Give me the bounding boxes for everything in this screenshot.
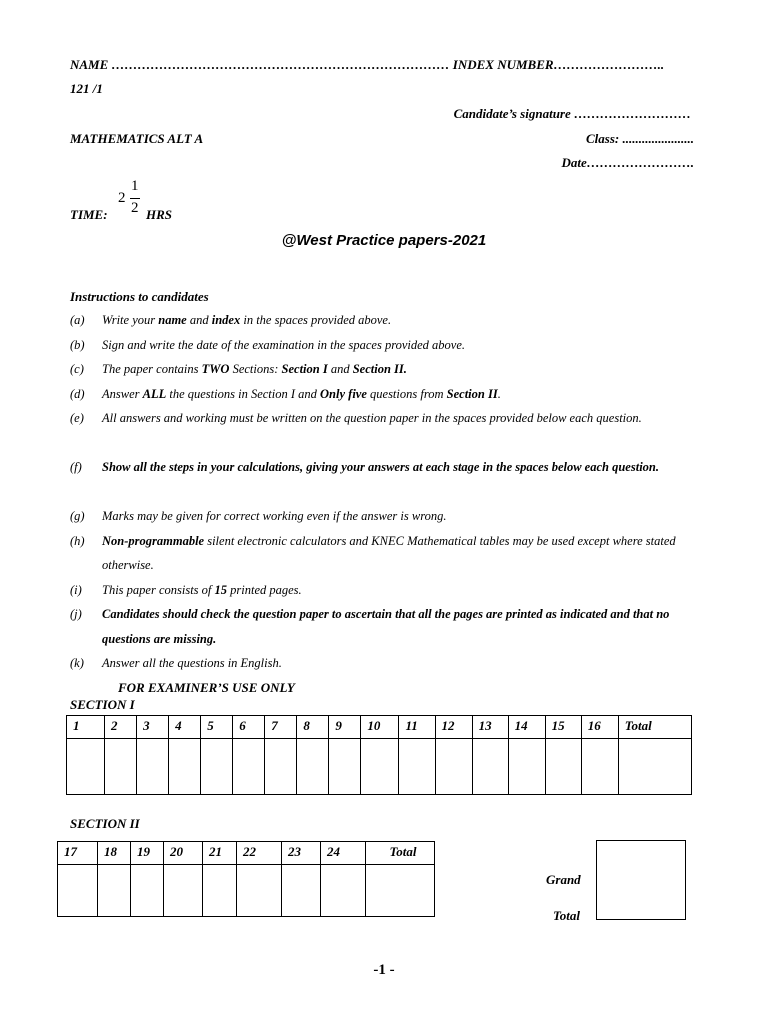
instruction-text-run: name	[158, 313, 187, 327]
section1-score-cell[interactable]	[361, 739, 399, 795]
instruction-text-run: Answer	[102, 386, 143, 401]
section1-score-cell[interactable]	[399, 739, 435, 795]
section2-header-cell: 21	[203, 842, 237, 865]
section2-header-cell: 18	[98, 842, 131, 865]
section1-header-cell: 11	[399, 716, 435, 739]
section1-header-cell: 13	[472, 716, 508, 739]
grand-label: Grand	[546, 872, 581, 887]
instruction-text-run: Section I	[281, 362, 328, 376]
instruction-text-run: The paper contains	[102, 362, 202, 376]
section2-score-cell[interactable]	[131, 865, 164, 917]
time-label: TIME:	[70, 207, 108, 222]
section1-score-cell[interactable]	[545, 739, 581, 795]
instruction-text-run: Section II.	[352, 362, 407, 376]
paper-code: 121 /1	[70, 81, 103, 96]
instruction-text	[102, 406, 700, 431]
section-1-header-row	[67, 716, 692, 739]
instruction-text-run: and	[327, 362, 353, 376]
section1-score-cell[interactable]	[105, 739, 137, 795]
instruction-text-run: .	[497, 386, 501, 401]
instruction-text	[102, 602, 700, 651]
section-1-label: SECTION I	[70, 697, 135, 712]
instruction-text-run: and	[186, 313, 212, 327]
section2-score-cell[interactable]	[58, 865, 98, 917]
fraction-bar	[130, 198, 140, 199]
instruction-label: (h)	[70, 533, 85, 548]
time-unit: HRS	[146, 207, 173, 222]
instruction-text-run: Marks may be given for correct working even if the answer is wrong.	[102, 509, 447, 523]
section1-score-cell[interactable]	[297, 739, 329, 795]
section2-score-cell[interactable]	[366, 865, 435, 917]
instruction-label: (f)	[70, 460, 82, 474]
instruction-text	[102, 357, 700, 382]
section1-score-cell[interactable]	[169, 739, 201, 795]
section1-score-cell[interactable]	[618, 739, 691, 795]
instruction-text	[102, 308, 700, 333]
instruction-text-run: in the spaces provided above.	[240, 313, 392, 327]
instruction-text-run: ALL	[142, 386, 167, 401]
page-number: -1 -	[373, 962, 395, 978]
section1-header-cell: 10	[361, 716, 399, 739]
instructions-heading: Instructions to candidates	[70, 289, 209, 304]
section1-header-cell: 6	[233, 716, 265, 739]
section1-score-cell[interactable]	[329, 739, 361, 795]
section-2-score-row	[58, 865, 435, 917]
section-1-score-table	[66, 715, 692, 795]
candidate-signature-line[interactable]: Candidate’s signature ………………………	[453, 106, 691, 121]
section1-score-cell[interactable]	[265, 739, 297, 795]
instruction-text-run: printed pages.	[227, 582, 302, 597]
instruction-text-run: Sections:	[229, 362, 282, 376]
instruction-text	[102, 382, 700, 407]
instruction-text-run: This paper consists of	[102, 582, 215, 597]
section1-header-cell: 1	[67, 716, 105, 739]
instruction-label: (a)	[70, 313, 85, 327]
instruction-text-run: Candidates should check the question paper to ascertain that all the pages are printed as indicated and that no questions are missing.	[102, 607, 670, 646]
section2-header-cell: Total	[366, 842, 435, 865]
instruction-text	[102, 529, 700, 578]
section1-score-cell[interactable]	[137, 739, 169, 795]
section-1-score-row	[67, 739, 692, 795]
section-2-score-table	[57, 841, 435, 917]
name-index-line[interactable]: NAME …………………………………………………………………… INDEX NUMBER……………………..	[70, 57, 665, 72]
section2-score-cell[interactable]	[203, 865, 237, 917]
section1-header-cell: 7	[265, 716, 297, 739]
section1-header-cell: 4	[169, 716, 201, 739]
class-line[interactable]: Class: ......................	[586, 131, 694, 146]
instruction-text	[102, 651, 700, 676]
section2-header-cell: 23	[282, 842, 321, 865]
instruction-text-run: Section II	[446, 386, 498, 401]
section2-header-cell: 20	[164, 842, 203, 865]
section-2-header-row	[58, 842, 435, 865]
section1-header-cell: 15	[545, 716, 581, 739]
section1-header-cell: 12	[435, 716, 472, 739]
instruction-text-run: Write your	[102, 313, 159, 327]
section2-header-cell: 22	[237, 842, 282, 865]
instruction-label: (i)	[70, 582, 82, 597]
section1-header-cell: 2	[105, 716, 137, 739]
instruction-text	[102, 578, 700, 603]
section1-score-cell[interactable]	[233, 739, 265, 795]
section1-header-cell: 9	[329, 716, 361, 739]
instruction-label: (g)	[70, 509, 85, 523]
section1-score-cell[interactable]	[472, 739, 508, 795]
grand-total-label: Total	[553, 908, 580, 923]
subject-title: MATHEMATICS ALT A	[70, 131, 204, 146]
section2-header-cell: 24	[321, 842, 366, 865]
instruction-label: (c)	[70, 362, 84, 376]
instruction-label: (b)	[70, 337, 85, 352]
paper-title: @West Practice papers-2021	[281, 232, 487, 249]
instruction-text	[102, 504, 700, 529]
time-denominator: 2	[131, 200, 139, 216]
instruction-label: (k)	[70, 656, 84, 670]
section1-score-cell[interactable]	[435, 739, 472, 795]
instruction-text-run: silent electronic calculators and KNEC Mathematical tables may be used except where stated otherwise.	[102, 533, 676, 572]
instruction-label: (j)	[70, 607, 82, 621]
instruction-text-run: the questions in Section I and	[166, 386, 321, 401]
examiner-heading: FOR EXAMINER’S USE ONLY	[118, 680, 295, 695]
section1-header-cell: 16	[581, 716, 618, 739]
instruction-text-run: TWO	[201, 362, 230, 376]
section2-score-cell[interactable]	[321, 865, 366, 917]
section1-header-cell: 8	[297, 716, 329, 739]
instruction-text-run: Only five	[320, 386, 367, 401]
section1-score-cell[interactable]	[67, 739, 105, 795]
instruction-text-run: index	[211, 313, 241, 327]
instruction-label: (d)	[70, 386, 85, 401]
section2-score-cell[interactable]	[282, 865, 321, 917]
instruction-text-run: Non-programmable	[102, 533, 205, 548]
date-line[interactable]: Date…………………….	[561, 155, 694, 170]
section1-score-cell[interactable]	[508, 739, 545, 795]
time-whole: 2	[118, 190, 126, 206]
section2-score-cell[interactable]	[164, 865, 203, 917]
section1-header-cell: 5	[201, 716, 233, 739]
instruction-text-run: Sign and write the date of the examination in the spaces provided above.	[102, 337, 466, 352]
section1-header-cell: Total	[618, 716, 691, 739]
instruction-text	[102, 333, 700, 358]
instruction-text	[102, 455, 700, 480]
instruction-text-run: Answer all the questions in English.	[102, 656, 282, 670]
section-2-label: SECTION II	[70, 816, 140, 831]
time-fraction	[118, 178, 148, 228]
instruction-text-run: All answers and working must be written on the question paper in the spaces provided below each question.	[102, 411, 642, 425]
section2-header-cell: 17	[58, 842, 98, 865]
time-numerator: 1	[131, 178, 139, 194]
instruction-text-run: 15	[214, 582, 228, 597]
section1-score-cell[interactable]	[201, 739, 233, 795]
section1-header-cell: 3	[137, 716, 169, 739]
section1-score-cell[interactable]	[581, 739, 618, 795]
instruction-text-run: Show all the steps in your calculations, giving your answers at each stage in the spaces below each question.	[102, 460, 659, 474]
section2-header-cell: 19	[131, 842, 164, 865]
instruction-label: (e)	[70, 411, 84, 425]
grand-total-box[interactable]	[596, 840, 686, 920]
section1-header-cell: 14	[508, 716, 545, 739]
instruction-text-run: questions from	[366, 386, 447, 401]
section2-score-cell[interactable]	[237, 865, 282, 917]
section2-score-cell[interactable]	[98, 865, 131, 917]
